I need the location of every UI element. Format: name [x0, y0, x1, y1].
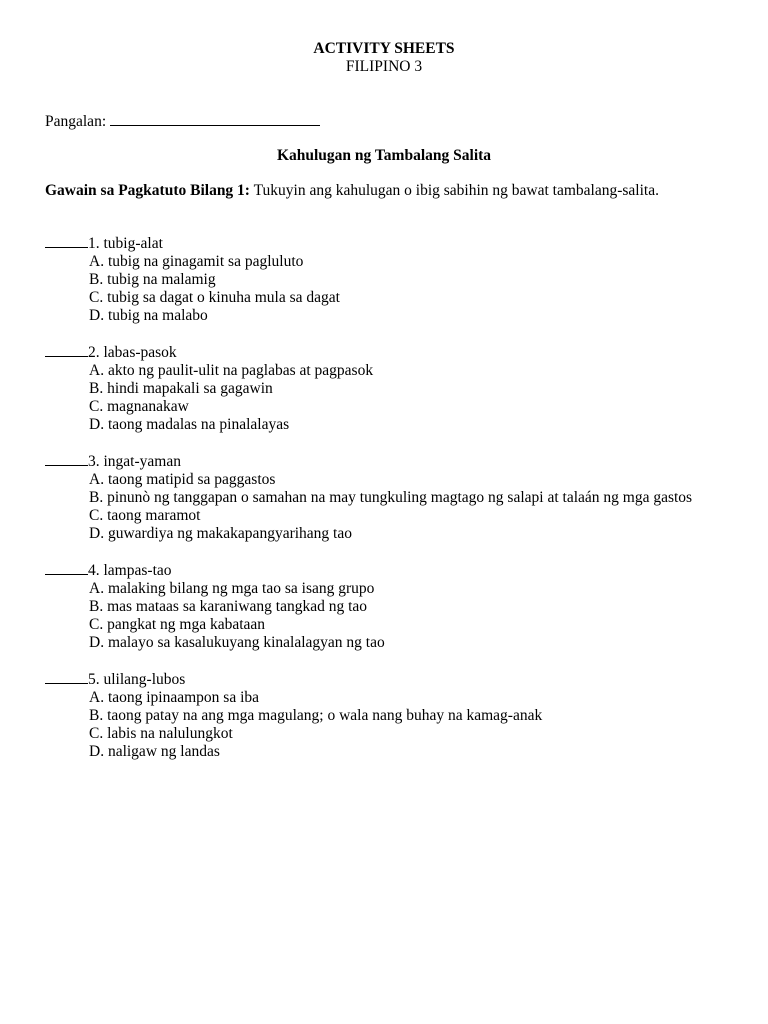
- question-item: [45, 452, 725, 543]
- sheet-subject: FILIPINO 3: [345, 58, 423, 75]
- choice-option: C. pangkat ng mga kabataan: [89, 616, 266, 633]
- question-item: [45, 343, 725, 434]
- choice-option: D. guwardiya ng makakapangyarihang tao: [89, 525, 352, 542]
- instructions-text: Tukuyin ang kahulugan o ibig sabihin ng bawat tambalang-salita.: [253, 182, 659, 199]
- instructions-lead: Gawain sa Pagkatuto Bilang 1:: [45, 182, 250, 199]
- choice-option: B. hindi mapakali sa gagawin: [89, 380, 273, 397]
- question-text: 5. ulilang-lubos: [88, 671, 186, 688]
- choice-option: A. taong matipid sa paggastos: [89, 471, 276, 488]
- answer-blank[interactable]: [45, 670, 88, 684]
- choice-option: D. taong madalas na pinalalayas: [89, 416, 290, 433]
- name-label: Pangalan:: [45, 113, 107, 130]
- topic-heading: Kahulugan ng Tambalang Salita: [276, 147, 492, 164]
- choice-option: D. tubig na malabo: [89, 307, 208, 324]
- choice-option: C. magnanakaw: [89, 398, 189, 415]
- answer-blank[interactable]: [45, 561, 88, 575]
- question-text: 2. labas-pasok: [88, 344, 177, 361]
- answer-blank[interactable]: [45, 343, 88, 357]
- choice-option: B. pinunò ng tanggapan o samahan na may tungkuling magtago ng salapi at talaán ng mga gastos: [89, 489, 693, 506]
- choice-option: B. taong patay na ang mga magulang; o wala nang buhay na kamag-anak: [89, 707, 543, 724]
- choice-option: D. malayo sa kasalukuyang kinalalagyan ng tao: [89, 634, 385, 651]
- choice-option: C. tubig sa dagat o kinuha mula sa dagat: [89, 289, 340, 306]
- question-item: [45, 234, 725, 325]
- sheet-title: ACTIVITY SHEETS: [313, 40, 455, 57]
- question-item: [45, 561, 725, 652]
- choice-option: B. tubig na malamig: [89, 271, 216, 288]
- choice-option: C. labis na nalulungkot: [89, 725, 233, 742]
- choice-option: B. mas mataas sa karaniwang tangkad ng tao: [89, 598, 368, 615]
- answer-blank[interactable]: [45, 234, 88, 248]
- answer-blank[interactable]: [45, 452, 88, 466]
- instructions: [45, 182, 715, 200]
- name-row: [45, 111, 320, 131]
- question-text: 3. ingat-yaman: [88, 453, 181, 470]
- question-item: [45, 670, 725, 761]
- question-list: [45, 234, 725, 779]
- question-text: 4. lampas-tao: [88, 562, 172, 579]
- choice-option: D. naligaw ng landas: [89, 743, 220, 760]
- choice-option: A. tubig na ginagamit sa pagluluto: [89, 253, 304, 270]
- choice-option: C. taong maramot: [89, 507, 201, 524]
- name-blank-line[interactable]: [110, 111, 320, 126]
- question-text: 1. tubig-alat: [88, 235, 163, 252]
- choice-option: A. malaking bilang ng mga tao sa isang grupo: [89, 580, 375, 597]
- choice-option: A. akto ng paulit-ulit na paglabas at pagpasok: [89, 362, 374, 379]
- choice-option: A. taong ipinaampon sa iba: [89, 689, 260, 706]
